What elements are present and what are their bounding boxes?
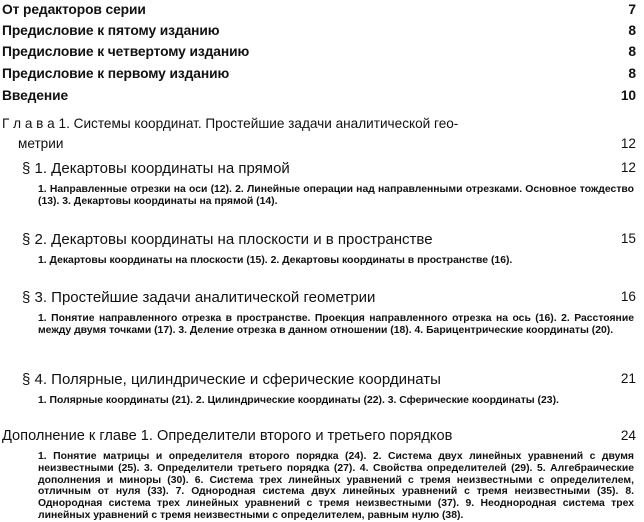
- section-2-contents: 1. Декартовы координаты на плоскости (15). 2. Декартовы координаты в пространстве (16).: [38, 255, 513, 266]
- section-page: 21: [620, 371, 636, 386]
- section-1-contents: 1. Направленные отрезки на оси (12). 2. Линейные операции над направленными отрезками. Основное тождество (13). 3. Декартовы координаты на прямой (14).: [38, 184, 634, 207]
- toc-entry-page: 10: [620, 88, 636, 103]
- toc-entry-title: Предисловие к пятому изданию: [2, 23, 220, 38]
- appendix-title: Дополнение к главе 1. Определители второго и третьего порядков: [2, 428, 453, 444]
- section-title: § 3. Простейшие задачи аналитической геометрии: [22, 289, 376, 306]
- toc-entry-title: Введение: [2, 88, 69, 103]
- section-page: 12: [620, 160, 636, 175]
- section-3-contents: 1. Понятие направленного отрезка в пространстве. Проекция направленного отрезка на ось (16). 2. Расстояние между двумя точками (17). 3. Деление отрезка в данном отношении (18). 4. Барицентрические координаты (20).: [38, 313, 634, 336]
- section-title: § 2. Декартовы координаты на плоскости и в пространстве: [22, 231, 433, 248]
- section-title: § 4. Полярные, цилиндрические и сферические координаты: [22, 371, 441, 388]
- chapter-title-line-1: Г л а в а 1. Системы координат. Простейшие задачи аналитической гео-: [2, 116, 459, 131]
- toc-entry-page: 8: [628, 23, 636, 38]
- toc-entry-page: 8: [628, 66, 636, 81]
- appendix-contents: 1. Понятие матрицы и определителя второго порядка (24). 2. Система двух линейных уравнений с двумя неизвестными (25). 3. Определители третьего порядка (27). 4. Свойства определителей (29). 5. Алгебраические дополнения и миноры (30). 6. Система трех линейных уравнений с тремя неизвестными с определителем, отличным от нуля (33). 7. Однородная система двух линейных уравнений с тремя неизвестными (35). 8. Однородная система трех линейных уравнений с тремя неизвестными (37). 9. Неоднородная система трех линейных уравнений с тремя неизвестными с определителем, равным нулю (38).: [38, 451, 634, 521]
- appendix-page: 24: [620, 428, 636, 443]
- section-page: 16: [620, 289, 636, 304]
- toc-entry-page: 7: [628, 2, 636, 17]
- chapter-title-line-2: метрии: [18, 136, 64, 151]
- section-4-contents: 1. Полярные координаты (21). 2. Цилиндрические координаты (22). 3. Сферические координаты (23).: [38, 395, 559, 406]
- chapter-page: 12: [620, 136, 636, 151]
- section-page: 15: [620, 231, 636, 246]
- section-title: § 1. Декартовы координаты на прямой: [22, 160, 290, 177]
- toc-entry-title: От редакторов серии: [2, 2, 146, 17]
- toc-entry-page: 8: [628, 44, 636, 59]
- toc-entry-title: Предисловие к первому изданию: [2, 66, 230, 81]
- toc-entry-title: Предисловие к четвертому изданию: [2, 44, 250, 59]
